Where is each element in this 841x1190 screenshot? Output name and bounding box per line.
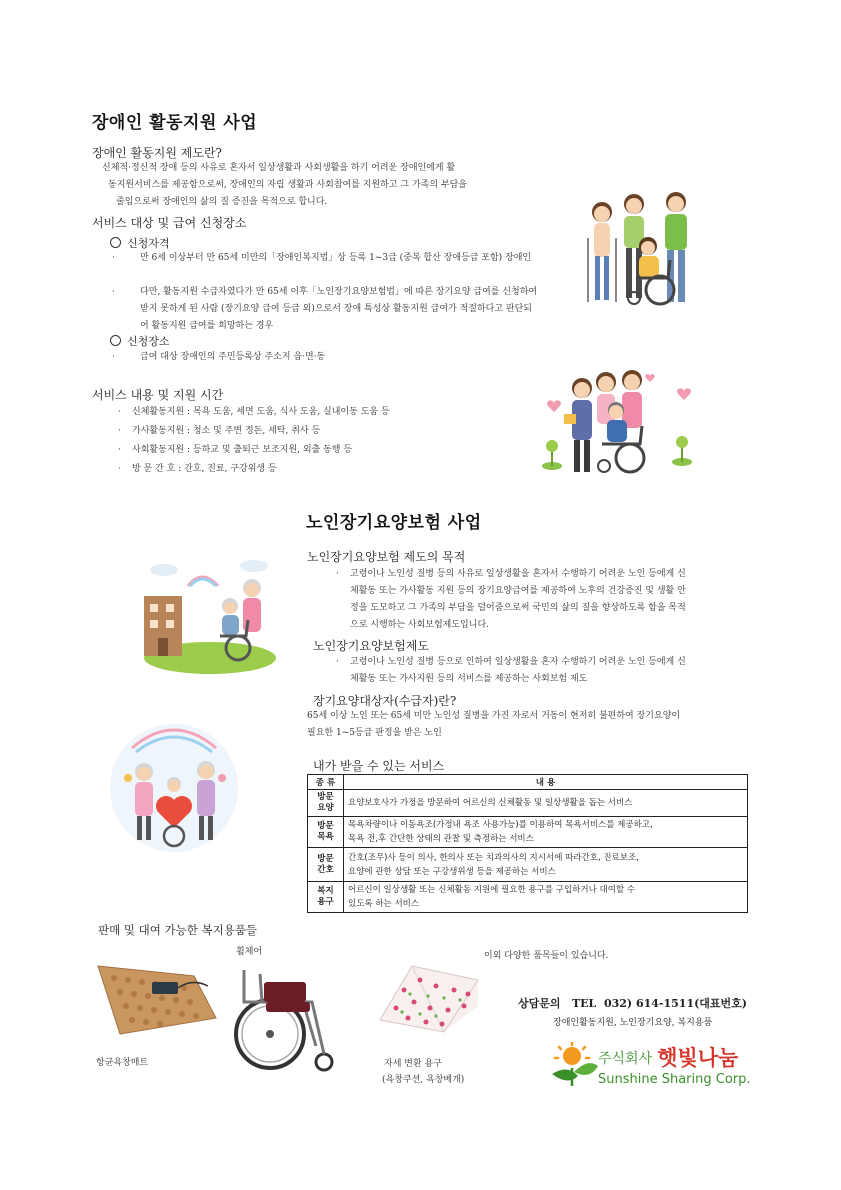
cushion-label-line1: 자세 변환 용구	[384, 1059, 442, 1069]
section2-subtitle-purpose: 노인장기요양보험 제도의 목적	[307, 550, 466, 564]
antibacterial-mattress-image	[94, 958, 218, 1038]
table-row: 복지 용구 어르신이 일상생활 또는 신체활동 지원에 필요한 용구를 구입하거나 대여할 수 있도록 하는 서비스	[308, 882, 748, 913]
section2-title: 노인장기요양보험 사업	[306, 513, 482, 533]
qualification-item: · 만 6세 이상부터 만 65세 미만의「장애인복지법」상 등록 1~3급 (중복 합산 장애등급 포함) 장애인	[112, 253, 532, 263]
section3-title: 판매 및 대여 가능한 복지용품들	[98, 923, 258, 937]
company-name: 햇빛나눔	[657, 1046, 739, 1070]
elderly-couple-house-illustration	[132, 548, 278, 676]
section2-subtitle-system: 노인장기요양보험제도	[313, 639, 429, 653]
service-item: · 방 문 간 호 : 간호, 진료, 구강위생 등	[118, 464, 277, 474]
application-place-item: · 급여 대상 장애인의 주민등록상 주소지 읍·면·동	[112, 352, 326, 362]
contact-services: 장애인활동지원, 노인장기요양, 복지용품	[553, 1018, 713, 1028]
application-place-heading: 신청장소	[110, 333, 170, 349]
table-row: 방문 간호 간호(조무)사 등이 의사, 한의사 또는 치과의사의 지시서에 따라간호, 진료보조, 요양에 관한 상담 또는 구강생위생 등을 제공하는 서비스	[308, 848, 748, 882]
services-table	[307, 774, 748, 913]
other-items-note: 이외 다양한 품목들이 있습니다.	[484, 951, 609, 961]
section1-subtitle-eligibility: 서비스 대상 및 급여 신청장소	[92, 216, 247, 230]
table-row: 방문 요양 요양보호사가 가정을 방문하여 어르신의 신체활동 및 일상생활을 돕는 서비스	[308, 790, 748, 817]
service-item: · 가사활동지원 : 청소 및 주변 정돈, 세탁, 취사 등	[118, 426, 321, 436]
qualification-heading: 신청자격	[110, 235, 170, 251]
mattress-label: 항균욕창매트	[96, 1058, 149, 1068]
caregivers-wheelchair-illustration	[582, 190, 698, 308]
family-wheelchair-illustration	[536, 366, 696, 478]
section2-subtitle-services: 내가 받을 수 있는 서비스	[313, 759, 445, 773]
target-text: 65세 이상 노인 또는 65세 미만 노인성 질병을 가진 자로서 거동이 현저히 불편하여 장기요양이 필요한 1~5등급 판정을 받은 노인	[307, 711, 681, 738]
section2-subtitle-target: 장기요양대상자(수급자)란?	[313, 694, 457, 708]
service-item: · 사회활동지원 : 등하교 및 출퇴근 보조지원, 외출 동행 등	[118, 445, 353, 455]
qualification-item: · 다만, 활동지원 수급자였다가 만 65세 이후「노인장기요양보험법」에 따른 장기요양 급여를 신청하여 받지 못하게 된 사람 (장기요양 급여 등급 외)으로서 장애 특성상 활동지원 급여가 적절하다고 판단되어 활동지원 급여를 희망하는 경우	[112, 287, 538, 331]
company-prefix: 주식회사	[598, 1051, 653, 1067]
table-header-content: 내 용	[344, 775, 748, 790]
wheelchair-image	[230, 962, 340, 1074]
section1-definition-text: 신체적·정신적 장애 등의 사유로 혼자서 일상생활과 사회생활을 하기 어려운 장애인에게 활 동지원서비스를 제공함으로써, 장애인의 자립 생활과 사회참여를 지원하고 그 가족의 부담을 줄임으로써 장애인의 삶의 질 증진을 목적으로 합니다.	[102, 163, 467, 207]
company-name-english: Sunshine Sharing Corp.	[598, 1072, 751, 1087]
section1-subtitle-definition: 장애인 활동지원 제도란?	[92, 146, 222, 160]
table-header-row	[308, 775, 748, 790]
table-header-type: 종 류	[308, 775, 344, 790]
purpose-text: · 고령이나 노인성 질병 등의 사유로 일상생활을 혼자서 수행하기 어려운 노인 등에게 신 체활동 또는 가사활동 지원 등의 장기요양급여를 제공하여 노후의 건강증진 및 생활 안 정을 도모하고 그 가족의 부담을 덜어줌으로써 국민의 삶의 질을 향상하도록 함을 목적 으로 시행하는 사회보험제도입니다.	[336, 569, 686, 630]
positioning-cushion-image	[374, 950, 482, 1034]
section1-subtitle-services: 서비스 내용 및 지원 시간	[92, 388, 224, 402]
services-table-wrap	[307, 774, 748, 913]
wheelchair-label: 휠체어	[236, 947, 263, 957]
sunshine-logo-icon	[548, 1042, 600, 1088]
company-name-korean	[598, 1042, 738, 1072]
section1-title: 장애인 활동지원 사업	[92, 113, 258, 133]
elderly-heart-illustration	[106, 720, 242, 856]
cushion-label-line2: (욕창쿠션, 욕창베개)	[382, 1075, 465, 1085]
service-item: · 신체활동지원 : 목욕 도움, 세면 도움, 식사 도움, 실내이동 도움 등	[118, 407, 390, 417]
system-text: · 고령이나 노인성 질병 등으로 인하여 일상생활을 혼자 수행하기 어려운 노인 등에게 신 체활동 또는 가사지원 등의 서비스를 제공하는 사회보험 제도	[336, 657, 686, 684]
service-list	[118, 403, 538, 479]
table-row: 방문 목욕 목욕차량이나 이동욕조(가정내 욕조 사용가능)를 이용하여 목욕서비스를 제공하고, 목욕 전,후 간단한 상태의 관찰 및 측정하는 서비스	[308, 817, 748, 848]
contact-phone: 상담문의 TEL 032) 614-1511(대표번호)	[518, 997, 748, 1010]
circle-bullet-icon	[110, 335, 121, 346]
circle-bullet-icon	[110, 237, 121, 248]
